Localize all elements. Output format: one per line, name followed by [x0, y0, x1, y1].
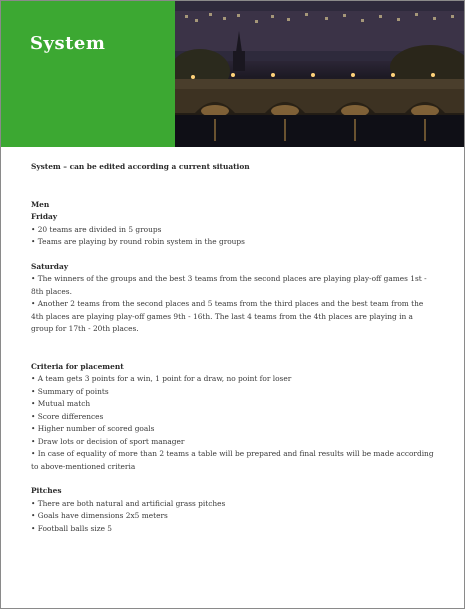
document-body: [31, 161, 436, 535]
list-item: • There are both natural and artificial grass pitches: [31, 498, 436, 511]
list-item: • A team gets 3 points for a win, 1 point for a draw, no point for loser: [31, 373, 436, 386]
list-item: • Score differences: [31, 411, 436, 424]
list-item: • Football balls size 5: [31, 523, 436, 536]
section-title-pitches: Pitches: [31, 486, 62, 495]
list-item: • The winners of the groups and the best 3 teams from the second places are playing play-off games 1st - 8th places.: [31, 273, 436, 298]
intro-line: System – can be edited according a current situation: [31, 162, 250, 171]
list-item: • Another 2 teams from the second places and 5 teams from the third places and the best team from the 4th places are playing play-off games 9th - 16th. The last 4 teams from the 4th places are playing in a group for 17th - 20th places.: [31, 298, 436, 336]
list-item: • Goals have dimensions 2x5 meters: [31, 510, 436, 523]
section-title-men: Men: [31, 199, 50, 209]
page-header: [1, 1, 465, 147]
list-item: • Summary of points: [31, 386, 436, 399]
subsection-title-saturday: Saturday: [31, 261, 69, 271]
list-item: • Mutual match: [31, 398, 436, 411]
list-item: • 20 teams are divided in 5 groups: [31, 224, 436, 237]
header-title-panel: [1, 1, 175, 147]
list-item: • Higher number of scored goals: [31, 423, 436, 436]
subsection-title-friday: Friday: [31, 212, 58, 221]
list-item: • Draw lots or decision of sport manager: [31, 436, 436, 449]
list-item: • Teams are playing by round robin system in the groups: [31, 236, 436, 249]
section-title-criteria: Criteria for placement: [31, 361, 124, 371]
page-title: System: [30, 33, 106, 54]
header-photo: [175, 1, 465, 147]
list-item: • In case of equality of more than 2 teams a table will be prepared and final results will be made according to above-mentioned criteria: [31, 448, 436, 473]
